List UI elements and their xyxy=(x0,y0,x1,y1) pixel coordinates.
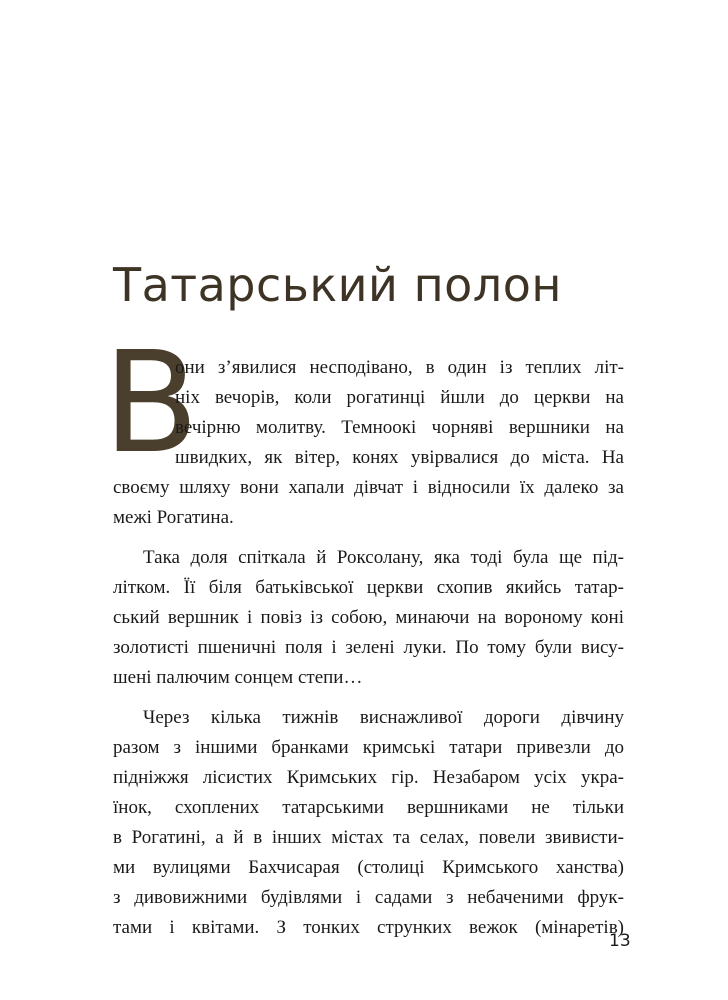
text-line: Така доля спіткала й Роксолану, яка тоді була ще під- xyxy=(143,547,624,568)
text-line: їнок, схоплених татарськими вершниками не тільки xyxy=(113,797,624,818)
text-line: вечірню молитву. Темноокі чорняві вершники на xyxy=(175,417,624,438)
page-number: 13 xyxy=(609,931,631,951)
text-line: літком. Її біля батьківської церкви схопив якийсь татар- xyxy=(113,577,624,598)
text-line: ми вулицями Бахчисарая (столиці Кримського ханства) xyxy=(113,857,624,878)
chapter-title: Татарський полон xyxy=(113,258,562,312)
text-line: в Рогатині, а й в інших містах та селах, повели звивисти- xyxy=(113,827,624,848)
text-line: межі Рогатина. xyxy=(113,507,234,528)
drop-cap: В xyxy=(103,322,200,485)
text-line: разом з іншими бранками кримські татари привезли до xyxy=(113,737,624,758)
text-line: ський вершник і повіз із собою, минаючи на вороному коні xyxy=(113,607,624,628)
text-line: тами і квітами. З тонких струнких вежок (мінаретів) xyxy=(113,917,624,938)
text-line: ніх вечорів, коли рогатинці йшли до церкви на xyxy=(175,387,624,408)
text-line: з дивовижними будівлями і садами з небаченими фрук- xyxy=(113,887,624,908)
text-line: золотисті пшеничні поля і зелені луки. По тому були вису- xyxy=(113,637,624,658)
text-line: підніжжя лісистих Кримських гір. Незабаром усіх укра- xyxy=(113,767,624,788)
text-line: Через кілька тижнів виснажливої дороги дівчину xyxy=(143,707,624,728)
text-line: своєму шляху вони хапали дівчат і відносили їх далеко за xyxy=(113,477,624,498)
text-line: шені палючим сонцем степи… xyxy=(113,667,363,688)
text-line: швидких, як вітер, конях увірвалися до міста. На xyxy=(175,447,624,468)
text-line: они з’явилися несподівано, в один із теплих літ- xyxy=(175,357,624,378)
